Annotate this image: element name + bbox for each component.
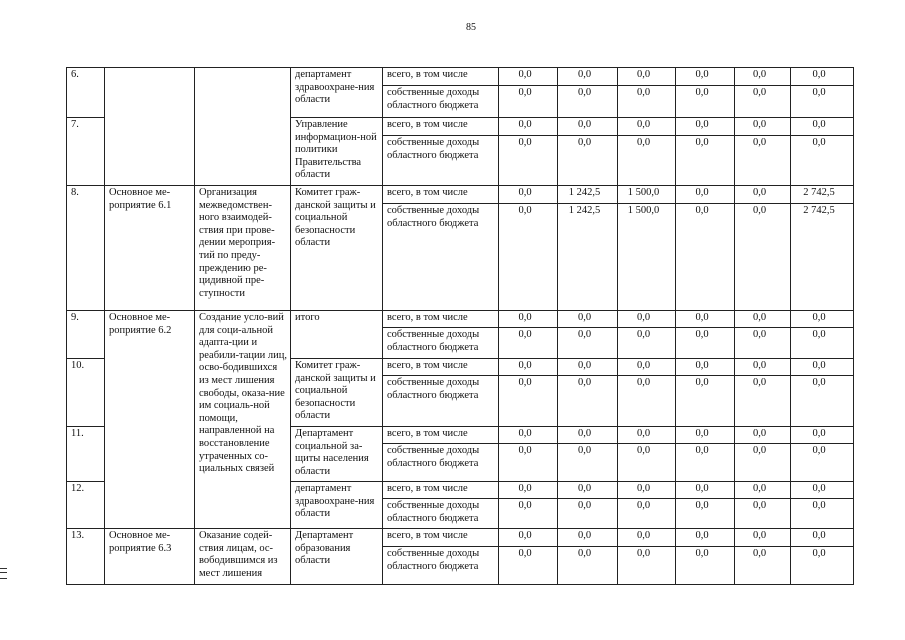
amount-cell	[791, 499, 854, 529]
activity-name-cell: Создание усло-вий для соци-альной адапта-ции и реабили-тации лиц, осво-бодившихся из мест лишения свободы, оказа-ние им социаль-ной помощи, направленной на восстановление утраченных со-циальных связей	[195, 311, 291, 529]
amount-value: 0,0	[752, 483, 767, 494]
funding-source-label: собственные доходы областного бюджета	[383, 547, 499, 585]
amount-cell	[618, 328, 676, 359]
executor-cell: Управление информацион-ной политики Правительства области	[291, 118, 383, 186]
amount-value: 0,0	[518, 428, 532, 439]
amount-cell	[791, 204, 854, 311]
amount-cell	[558, 427, 618, 444]
activity-cell	[105, 68, 195, 186]
funding-source-label: собственные доходы областного бюджета	[383, 444, 499, 482]
amount-value: 0,0	[752, 119, 767, 130]
amount-cell	[676, 204, 735, 311]
amount-value: 0,0	[577, 137, 592, 148]
row-number: 10.	[67, 359, 105, 427]
amount-cell	[735, 311, 791, 328]
amount-value: 0,0	[518, 329, 532, 340]
amount-cell	[676, 186, 735, 204]
activity-cell: Основное ме-роприятие 6.3	[105, 529, 195, 585]
funding-source-label: всего, в том числе	[383, 529, 499, 547]
amount-cell	[558, 376, 618, 427]
amount-cell	[676, 328, 735, 359]
amount-value: 0,0	[752, 500, 767, 511]
amount-value: 0,0	[695, 360, 709, 371]
funding-source-label: всего, в том числе	[383, 427, 499, 444]
amount-cell	[676, 444, 735, 482]
amount-cell	[618, 68, 676, 86]
amount-value: 0,0	[577, 428, 592, 439]
amount-value: 0,0	[518, 137, 532, 148]
funding-source-label: собственные доходы областного бюджета	[383, 376, 499, 427]
amount-value: 0,0	[577, 377, 592, 388]
amount-value: 0,0	[752, 87, 767, 98]
amount-cell	[618, 547, 676, 585]
amount-value: 0,0	[695, 500, 709, 511]
amount-value: 0,0	[577, 87, 592, 98]
executor-cell: департамент здравоохране-ния области	[291, 68, 383, 118]
row-number: 12.	[67, 482, 105, 529]
amount-value: 0,0	[636, 87, 651, 98]
amount-value: 0,0	[518, 187, 532, 198]
row-number: 9.	[67, 311, 105, 359]
amount-value: 0,0	[518, 69, 532, 80]
amount-cell	[499, 68, 558, 86]
amount-value: 0,0	[636, 428, 651, 439]
amount-cell	[735, 359, 791, 376]
amount-value: 2 742,5	[803, 205, 835, 216]
table-row	[67, 68, 854, 86]
amount-value: 1 242,5	[568, 205, 601, 216]
amount-cell	[499, 204, 558, 311]
amount-value: 0,0	[752, 137, 767, 148]
amount-cell	[499, 482, 558, 499]
amount-cell	[735, 499, 791, 529]
funding-source-label: собственные доходы областного бюджета	[383, 204, 499, 311]
amount-cell	[558, 204, 618, 311]
table-row	[67, 529, 854, 547]
amount-value: 0,0	[695, 312, 709, 323]
amount-cell	[791, 376, 854, 427]
amount-value: 0,0	[695, 87, 709, 98]
amount-cell	[558, 482, 618, 499]
amount-cell	[499, 376, 558, 427]
funding-source-label: всего, в том числе	[383, 482, 499, 499]
amount-cell	[618, 427, 676, 444]
amount-value: 0,0	[752, 445, 767, 456]
amount-cell	[791, 359, 854, 376]
executor-cell: Департамент социальной за-щиты населения области	[291, 427, 383, 482]
amount-cell	[499, 529, 558, 547]
amount-value: 0,0	[812, 119, 826, 130]
amount-cell	[558, 68, 618, 86]
amount-cell	[499, 186, 558, 204]
amount-cell	[618, 186, 676, 204]
amount-cell	[558, 499, 618, 529]
amount-cell	[791, 118, 854, 136]
amount-value: 0,0	[695, 187, 709, 198]
amount-value: 0,0	[752, 377, 767, 388]
margin-mark	[0, 568, 7, 579]
amount-value: 0,0	[636, 500, 651, 511]
amount-value: 0,0	[518, 205, 532, 216]
amount-value: 0,0	[518, 377, 532, 388]
amount-value: 0,0	[577, 69, 592, 80]
amount-cell	[791, 68, 854, 86]
amount-value: 0,0	[695, 530, 709, 541]
amount-value: 0,0	[577, 119, 592, 130]
amount-cell	[735, 204, 791, 311]
row-number: 11.	[67, 427, 105, 482]
funding-source-label: собственные доходы областного бюджета	[383, 328, 499, 359]
funding-source-label: всего, в том числе	[383, 186, 499, 204]
amount-cell	[499, 118, 558, 136]
amount-value: 0,0	[636, 329, 651, 340]
amount-cell	[791, 547, 854, 585]
amount-cell	[791, 311, 854, 328]
amount-cell	[735, 444, 791, 482]
amount-value: 0,0	[636, 69, 651, 80]
amount-cell	[558, 311, 618, 328]
table-row	[67, 186, 854, 204]
amount-value: 0,0	[695, 119, 709, 130]
amount-value: 0,0	[695, 483, 709, 494]
amount-cell	[676, 427, 735, 444]
amount-cell	[676, 136, 735, 186]
amount-cell	[618, 136, 676, 186]
amount-value: 0,0	[636, 312, 651, 323]
amount-cell	[676, 482, 735, 499]
row-number: 6.	[67, 68, 105, 118]
amount-cell	[558, 547, 618, 585]
amount-value: 0,0	[518, 445, 532, 456]
amount-cell	[558, 118, 618, 136]
funding-source-label: собственные доходы областного бюджета	[383, 86, 499, 118]
funding-source-label: собственные доходы областного бюджета	[383, 136, 499, 186]
amount-value: 0,0	[518, 119, 532, 130]
amount-value: 0,0	[577, 483, 592, 494]
amount-cell	[558, 359, 618, 376]
amount-value: 0,0	[577, 500, 592, 511]
amount-value: 0,0	[752, 329, 767, 340]
amount-cell	[618, 499, 676, 529]
budget-table	[66, 67, 854, 585]
amount-value: 0,0	[752, 360, 767, 371]
amount-cell	[735, 186, 791, 204]
amount-value: 1 500,0	[627, 205, 660, 216]
table-row	[67, 311, 854, 328]
executor-cell: итого	[291, 311, 383, 359]
amount-value: 0,0	[518, 500, 532, 511]
amount-value: 0,0	[812, 548, 826, 559]
executor-cell: Департамент образования области	[291, 529, 383, 585]
amount-value: 0,0	[752, 205, 767, 216]
amount-cell	[618, 204, 676, 311]
amount-value: 0,0	[812, 500, 826, 511]
amount-cell	[499, 499, 558, 529]
amount-value: 0,0	[636, 119, 651, 130]
amount-cell	[558, 86, 618, 118]
funding-source-label: собственные доходы областного бюджета	[383, 499, 499, 529]
amount-cell	[676, 311, 735, 328]
amount-value: 0,0	[752, 548, 767, 559]
amount-value: 1 242,5	[568, 187, 601, 198]
amount-cell	[735, 328, 791, 359]
amount-value: 0,0	[636, 530, 651, 541]
amount-value: 0,0	[752, 187, 767, 198]
amount-value: 0,0	[577, 312, 592, 323]
row-number: 7.	[67, 118, 105, 186]
amount-value: 0,0	[812, 428, 826, 439]
executor-cell: департамент здравоохране-ния области	[291, 482, 383, 529]
amount-value: 0,0	[752, 530, 767, 541]
amount-cell	[735, 547, 791, 585]
row-number: 8.	[67, 186, 105, 311]
amount-value: 0,0	[577, 329, 592, 340]
executor-cell: Комитет граж-данской защиты и социальной безопасности области	[291, 186, 383, 311]
amount-cell	[735, 529, 791, 547]
amount-cell	[735, 86, 791, 118]
amount-value: 0,0	[577, 445, 592, 456]
amount-value: 2 742,5	[803, 187, 835, 198]
amount-value: 0,0	[812, 530, 826, 541]
amount-cell	[499, 359, 558, 376]
amount-value: 0,0	[695, 548, 709, 559]
amount-cell	[499, 311, 558, 328]
amount-cell	[676, 376, 735, 427]
amount-cell	[618, 529, 676, 547]
row-number: 13.	[67, 529, 105, 585]
funding-source-label: всего, в том числе	[383, 118, 499, 136]
amount-cell	[618, 311, 676, 328]
amount-cell	[618, 376, 676, 427]
amount-value: 0,0	[812, 137, 826, 148]
amount-cell	[676, 499, 735, 529]
amount-value: 0,0	[518, 548, 532, 559]
amount-value: 0,0	[812, 87, 826, 98]
funding-source-label: всего, в том числе	[383, 68, 499, 86]
amount-cell	[735, 427, 791, 444]
amount-cell	[499, 547, 558, 585]
amount-value: 0,0	[812, 377, 826, 388]
amount-cell	[558, 444, 618, 482]
amount-value: 0,0	[812, 360, 826, 371]
amount-value: 0,0	[695, 69, 709, 80]
amount-value: 0,0	[752, 69, 767, 80]
amount-cell	[618, 359, 676, 376]
amount-cell	[676, 529, 735, 547]
amount-cell	[499, 86, 558, 118]
amount-cell	[676, 118, 735, 136]
amount-value: 0,0	[812, 69, 826, 80]
amount-value: 0,0	[636, 360, 651, 371]
amount-cell	[735, 376, 791, 427]
amount-cell	[791, 186, 854, 204]
amount-cell	[618, 482, 676, 499]
amount-value: 0,0	[577, 548, 592, 559]
amount-cell	[791, 482, 854, 499]
amount-cell	[676, 547, 735, 585]
amount-cell	[558, 529, 618, 547]
amount-value: 0,0	[636, 483, 651, 494]
amount-cell	[558, 328, 618, 359]
amount-value: 0,0	[518, 87, 532, 98]
amount-cell	[791, 86, 854, 118]
amount-cell	[499, 136, 558, 186]
amount-cell	[735, 68, 791, 86]
amount-cell	[499, 328, 558, 359]
amount-value: 0,0	[518, 483, 532, 494]
amount-value: 0,0	[812, 445, 826, 456]
amount-value: 0,0	[577, 530, 592, 541]
amount-cell	[676, 86, 735, 118]
amount-value: 0,0	[518, 360, 532, 371]
executor-cell: Комитет граж-данской защиты и социальной безопасности области	[291, 359, 383, 427]
amount-value: 0,0	[636, 548, 651, 559]
amount-value: 0,0	[636, 377, 651, 388]
amount-cell	[618, 118, 676, 136]
amount-cell	[676, 359, 735, 376]
amount-cell	[735, 136, 791, 186]
amount-value: 0,0	[695, 329, 709, 340]
amount-value: 0,0	[812, 483, 826, 494]
amount-cell	[791, 529, 854, 547]
amount-cell	[618, 86, 676, 118]
funding-source-label: всего, в том числе	[383, 311, 499, 328]
amount-value: 0,0	[518, 530, 532, 541]
amount-cell	[791, 444, 854, 482]
amount-cell	[791, 328, 854, 359]
amount-value: 0,0	[636, 137, 651, 148]
amount-value: 0,0	[812, 329, 826, 340]
amount-value: 0,0	[577, 360, 592, 371]
activity-name-cell: Организация межведомствен-ного взаимодей-ствия при прове-дении мероприя-тий по преду-преждению ре-цидивной пре-ступности	[195, 186, 291, 311]
amount-value: 0,0	[695, 445, 709, 456]
page-number: 85	[466, 22, 476, 33]
funding-source-label: всего, в том числе	[383, 359, 499, 376]
amount-value: 0,0	[695, 205, 709, 216]
amount-cell	[735, 118, 791, 136]
amount-value: 0,0	[695, 377, 709, 388]
amount-value: 0,0	[518, 312, 532, 323]
amount-value: 0,0	[695, 428, 709, 439]
amount-value: 0,0	[695, 137, 709, 148]
amount-cell	[791, 427, 854, 444]
amount-cell	[618, 444, 676, 482]
amount-value: 0,0	[636, 445, 651, 456]
activity-cell: Основное ме-роприятие 6.2	[105, 311, 195, 529]
amount-cell	[676, 68, 735, 86]
amount-value: 1 500,0	[627, 187, 660, 198]
activity-name-cell: Оказание содей-ствия лицам, ос-вободившимся из мест лишения	[195, 529, 291, 585]
amount-value: 0,0	[812, 312, 826, 323]
amount-value: 0,0	[752, 428, 767, 439]
amount-cell	[558, 186, 618, 204]
amount-cell	[735, 482, 791, 499]
amount-cell	[791, 136, 854, 186]
amount-cell	[499, 427, 558, 444]
activity-cell: Основное ме-роприятие 6.1	[105, 186, 195, 311]
amount-cell	[499, 444, 558, 482]
activity-name-cell	[195, 68, 291, 186]
amount-value: 0,0	[752, 312, 767, 323]
amount-cell	[558, 136, 618, 186]
